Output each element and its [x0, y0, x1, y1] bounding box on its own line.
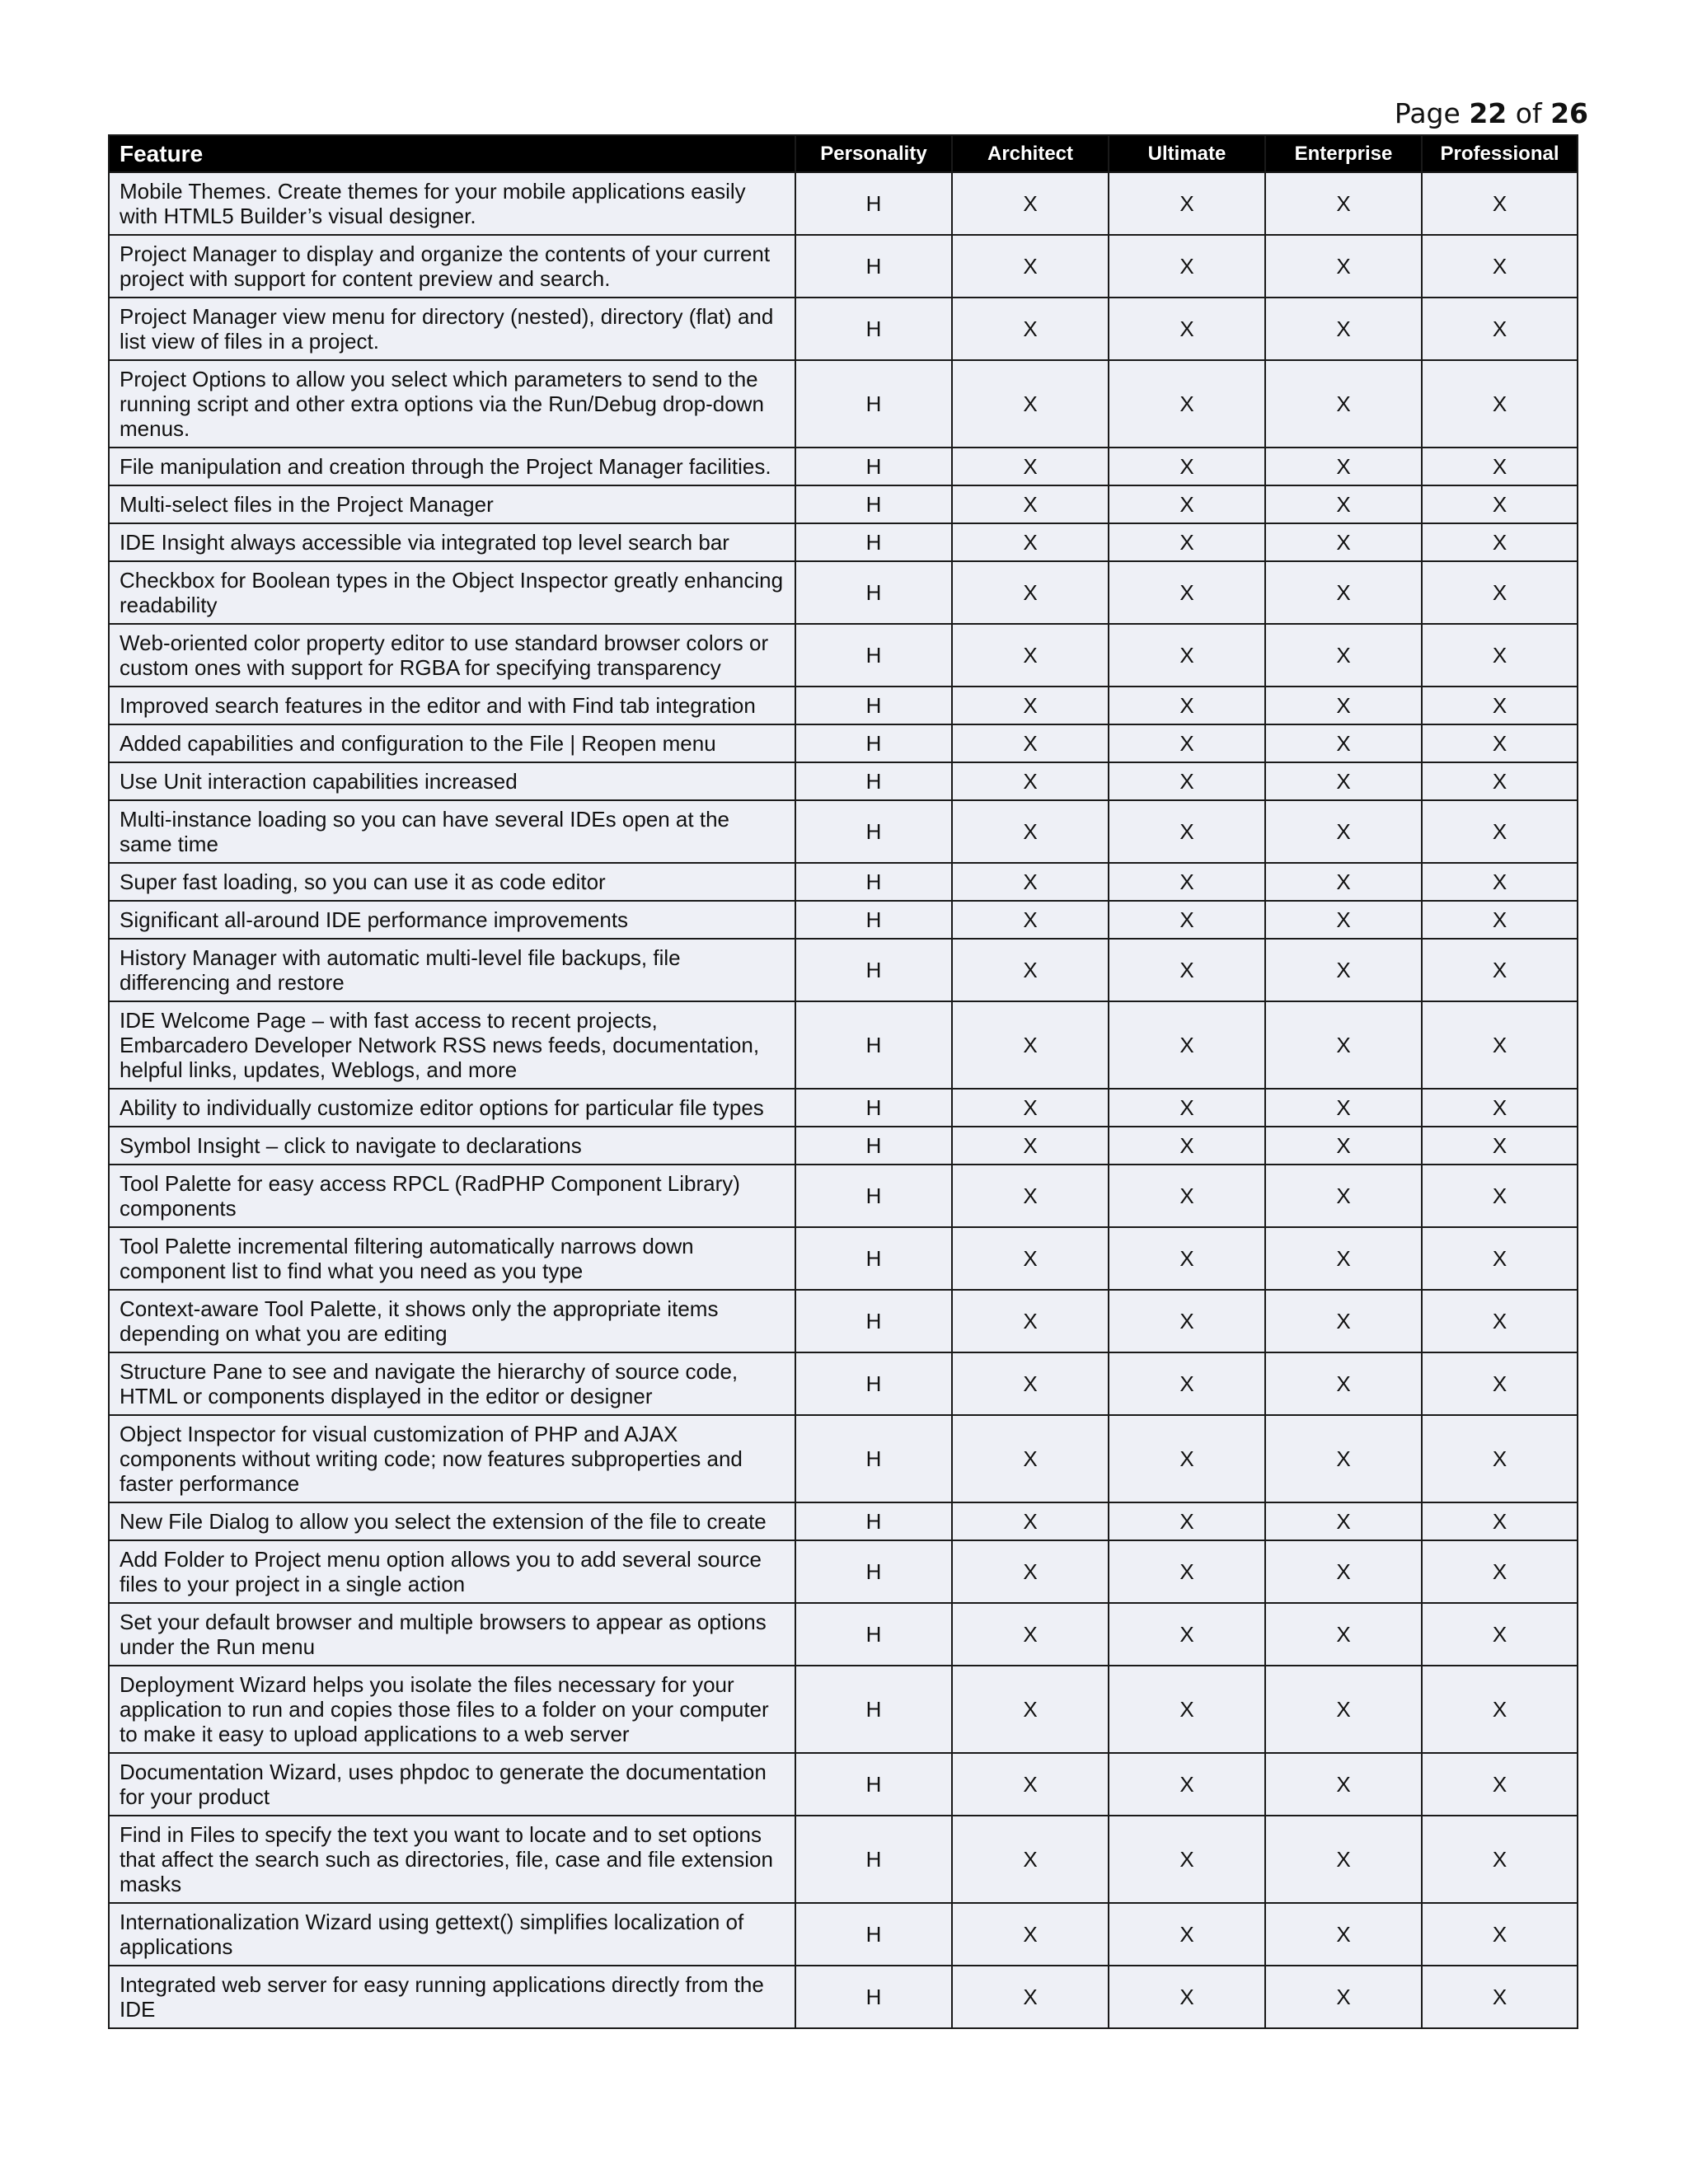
table-row	[109, 1001, 1578, 1089]
feature-description: Super fast loading, so you can use it as code editor	[109, 863, 795, 901]
personality-column-header: Personality	[795, 135, 952, 172]
table-row	[109, 1352, 1578, 1415]
ultimate-availability: X	[1109, 448, 1265, 485]
ultimate-availability: X	[1109, 1127, 1265, 1165]
ultimate-availability: X	[1109, 1540, 1265, 1603]
architect-availability: X	[952, 1165, 1109, 1227]
table-row	[109, 523, 1578, 561]
personality-availability: H	[795, 523, 952, 561]
table-header-row	[109, 135, 1578, 172]
ultimate-availability: X	[1109, 1903, 1265, 1966]
feature-description: IDE Welcome Page – with fast access to recent projects, Embarcadero Developer Network RSS news feeds, documentation, helpful links, updates, Weblogs, and more	[109, 1001, 795, 1089]
personality-availability: H	[795, 1089, 952, 1127]
page-current: 22	[1469, 97, 1507, 129]
ultimate-availability: X	[1109, 1001, 1265, 1089]
feature-description: Integrated web server for easy running applications directly from the IDE	[109, 1966, 795, 2028]
feature-description: History Manager with automatic multi-level file backups, file differencing and restore	[109, 939, 795, 1001]
table-row	[109, 1966, 1578, 2028]
ultimate-availability: X	[1109, 1165, 1265, 1227]
page-prefix: Page	[1394, 97, 1461, 129]
enterprise-availability: X	[1265, 1127, 1422, 1165]
enterprise-availability: X	[1265, 485, 1422, 523]
feature-description: New File Dialog to allow you select the extension of the file to create	[109, 1502, 795, 1540]
feature-description: Checkbox for Boolean types in the Object Inspector greatly enhancing readability	[109, 561, 795, 624]
table-row	[109, 448, 1578, 485]
ultimate-availability: X	[1109, 901, 1265, 939]
table-row	[109, 485, 1578, 523]
ultimate-availability: X	[1109, 1603, 1265, 1666]
feature-description: Find in Files to specify the text you want to locate and to set options that affect the search such as directories, file, case and file extension masks	[109, 1816, 795, 1903]
enterprise-availability: X	[1265, 448, 1422, 485]
table-row	[109, 1127, 1578, 1165]
architect-availability: X	[952, 1415, 1109, 1502]
ultimate-availability: X	[1109, 235, 1265, 298]
enterprise-availability: X	[1265, 1603, 1422, 1666]
enterprise-column-header: Enterprise	[1265, 135, 1422, 172]
professional-availability: X	[1422, 724, 1578, 762]
architect-availability: X	[952, 485, 1109, 523]
feature-description: Multi-select files in the Project Manager	[109, 485, 795, 523]
professional-availability: X	[1422, 360, 1578, 448]
enterprise-availability: X	[1265, 1290, 1422, 1352]
table-row	[109, 235, 1578, 298]
table-row	[109, 1816, 1578, 1903]
ultimate-availability: X	[1109, 485, 1265, 523]
table-row	[109, 1502, 1578, 1540]
architect-availability: X	[952, 448, 1109, 485]
feature-description: Multi-instance loading so you can have several IDEs open at the same time	[109, 800, 795, 863]
table-row	[109, 360, 1578, 448]
enterprise-availability: X	[1265, 624, 1422, 687]
architect-availability: X	[952, 1903, 1109, 1966]
professional-availability: X	[1422, 1001, 1578, 1089]
professional-availability: X	[1422, 1816, 1578, 1903]
architect-column-header: Architect	[952, 135, 1109, 172]
table-row	[109, 561, 1578, 624]
professional-availability: X	[1422, 687, 1578, 724]
professional-availability: X	[1422, 624, 1578, 687]
table-row	[109, 687, 1578, 724]
architect-availability: X	[952, 1603, 1109, 1666]
table-row	[109, 901, 1578, 939]
personality-availability: H	[795, 561, 952, 624]
ultimate-availability: X	[1109, 172, 1265, 235]
ultimate-availability: X	[1109, 1816, 1265, 1903]
enterprise-availability: X	[1265, 235, 1422, 298]
professional-availability: X	[1422, 1089, 1578, 1127]
professional-column-header: Professional	[1422, 135, 1578, 172]
professional-availability: X	[1422, 1290, 1578, 1352]
professional-availability: X	[1422, 863, 1578, 901]
architect-availability: X	[952, 762, 1109, 800]
feature-description: Added capabilities and configuration to the File | Reopen menu	[109, 724, 795, 762]
enterprise-availability: X	[1265, 863, 1422, 901]
professional-availability: X	[1422, 172, 1578, 235]
professional-availability: X	[1422, 1127, 1578, 1165]
professional-availability: X	[1422, 1753, 1578, 1816]
architect-availability: X	[952, 1966, 1109, 2028]
personality-availability: H	[795, 901, 952, 939]
ultimate-availability: X	[1109, 800, 1265, 863]
feature-description: Structure Pane to see and navigate the hierarchy of source code, HTML or components displayed in the editor or designer	[109, 1352, 795, 1415]
personality-availability: H	[795, 1753, 952, 1816]
professional-availability: X	[1422, 298, 1578, 360]
feature-description: Use Unit interaction capabilities increased	[109, 762, 795, 800]
personality-availability: H	[795, 1127, 952, 1165]
architect-availability: X	[952, 1290, 1109, 1352]
feature-description: Documentation Wizard, uses phpdoc to generate the documentation for your product	[109, 1753, 795, 1816]
architect-availability: X	[952, 800, 1109, 863]
enterprise-availability: X	[1265, 360, 1422, 448]
enterprise-availability: X	[1265, 1001, 1422, 1089]
feature-description: Context-aware Tool Palette, it shows only the appropriate items depending on what you are editing	[109, 1290, 795, 1352]
feature-description: Deployment Wizard helps you isolate the files necessary for your application to run and copies those files to a folder on your computer to make it easy to upload applications to a web server	[109, 1666, 795, 1753]
enterprise-availability: X	[1265, 1816, 1422, 1903]
personality-availability: H	[795, 939, 952, 1001]
table-row	[109, 1753, 1578, 1816]
enterprise-availability: X	[1265, 523, 1422, 561]
professional-availability: X	[1422, 1352, 1578, 1415]
ultimate-availability: X	[1109, 1290, 1265, 1352]
ultimate-availability: X	[1109, 298, 1265, 360]
architect-availability: X	[952, 687, 1109, 724]
ultimate-availability: X	[1109, 1753, 1265, 1816]
ultimate-availability: X	[1109, 561, 1265, 624]
enterprise-availability: X	[1265, 724, 1422, 762]
table-row	[109, 1603, 1578, 1666]
personality-availability: H	[795, 863, 952, 901]
table-row	[109, 298, 1578, 360]
professional-availability: X	[1422, 1502, 1578, 1540]
architect-availability: X	[952, 1816, 1109, 1903]
feature-description: IDE Insight always accessible via integrated top level search bar	[109, 523, 795, 561]
enterprise-availability: X	[1265, 1540, 1422, 1603]
professional-availability: X	[1422, 762, 1578, 800]
feature-column-header: Feature	[109, 135, 795, 172]
feature-description: Web-oriented color property editor to use standard browser colors or custom ones with support for RGBA for specifying transparency	[109, 624, 795, 687]
architect-availability: X	[952, 724, 1109, 762]
page-total: 26	[1550, 97, 1588, 129]
personality-availability: H	[795, 1540, 952, 1603]
table-row	[109, 939, 1578, 1001]
table-row	[109, 1290, 1578, 1352]
personality-availability: H	[795, 1415, 952, 1502]
feature-rows	[109, 172, 1578, 2028]
architect-availability: X	[952, 235, 1109, 298]
personality-availability: H	[795, 800, 952, 863]
professional-availability: X	[1422, 561, 1578, 624]
ultimate-availability: X	[1109, 939, 1265, 1001]
feature-description: Internationalization Wizard using gettext() simplifies localization of applications	[109, 1903, 795, 1966]
personality-availability: H	[795, 1227, 952, 1290]
personality-availability: H	[795, 1666, 952, 1753]
enterprise-availability: X	[1265, 1415, 1422, 1502]
ultimate-availability: X	[1109, 360, 1265, 448]
ultimate-availability: X	[1109, 762, 1265, 800]
feature-description: Mobile Themes. Create themes for your mobile applications easily with HTML5 Builder’s visual designer.	[109, 172, 795, 235]
table-row	[109, 624, 1578, 687]
ultimate-availability: X	[1109, 1415, 1265, 1502]
feature-description: Symbol Insight – click to navigate to declarations	[109, 1127, 795, 1165]
ultimate-availability: X	[1109, 1089, 1265, 1127]
architect-availability: X	[952, 624, 1109, 687]
professional-availability: X	[1422, 235, 1578, 298]
ultimate-availability: X	[1109, 1352, 1265, 1415]
feature-description: Project Manager to display and organize the contents of your current project with support for content preview and search.	[109, 235, 795, 298]
feature-description: File manipulation and creation through the Project Manager facilities.	[109, 448, 795, 485]
enterprise-availability: X	[1265, 1966, 1422, 2028]
personality-availability: H	[795, 448, 952, 485]
table-row	[109, 1089, 1578, 1127]
personality-availability: H	[795, 235, 952, 298]
architect-availability: X	[952, 523, 1109, 561]
personality-availability: H	[795, 1290, 952, 1352]
professional-availability: X	[1422, 939, 1578, 1001]
architect-availability: X	[952, 939, 1109, 1001]
table-row	[109, 1415, 1578, 1502]
architect-availability: X	[952, 863, 1109, 901]
architect-availability: X	[952, 1127, 1109, 1165]
table-row	[109, 800, 1578, 863]
feature-description: Tool Palette incremental filtering automatically narrows down component list to find what you need as you type	[109, 1227, 795, 1290]
personality-availability: H	[795, 1502, 952, 1540]
personality-availability: H	[795, 1903, 952, 1966]
enterprise-availability: X	[1265, 1666, 1422, 1753]
ultimate-availability: X	[1109, 1502, 1265, 1540]
ultimate-availability: X	[1109, 1966, 1265, 2028]
professional-availability: X	[1422, 1540, 1578, 1603]
architect-availability: X	[952, 1089, 1109, 1127]
professional-availability: X	[1422, 523, 1578, 561]
enterprise-availability: X	[1265, 1502, 1422, 1540]
professional-availability: X	[1422, 1227, 1578, 1290]
ultimate-column-header: Ultimate	[1109, 135, 1265, 172]
table-row	[109, 762, 1578, 800]
feature-comparison-table	[108, 134, 1578, 2029]
enterprise-availability: X	[1265, 1903, 1422, 1966]
enterprise-availability: X	[1265, 901, 1422, 939]
enterprise-availability: X	[1265, 298, 1422, 360]
table-row	[109, 1903, 1578, 1966]
enterprise-availability: X	[1265, 1227, 1422, 1290]
feature-description: Set your default browser and multiple browsers to appear as options under the Run menu	[109, 1603, 795, 1666]
page-of-label: of	[1515, 97, 1542, 129]
enterprise-availability: X	[1265, 561, 1422, 624]
ultimate-availability: X	[1109, 1227, 1265, 1290]
table-row	[109, 1165, 1578, 1227]
ultimate-availability: X	[1109, 687, 1265, 724]
enterprise-availability: X	[1265, 762, 1422, 800]
ultimate-availability: X	[1109, 523, 1265, 561]
ultimate-availability: X	[1109, 724, 1265, 762]
personality-availability: H	[795, 1966, 952, 2028]
personality-availability: H	[795, 172, 952, 235]
feature-description: Project Manager view menu for directory (nested), directory (flat) and list view of files in a project.	[109, 298, 795, 360]
table-row	[109, 724, 1578, 762]
professional-availability: X	[1422, 1666, 1578, 1753]
feature-description: Ability to individually customize editor options for particular file types	[109, 1089, 795, 1127]
table-row	[109, 1540, 1578, 1603]
table-row	[109, 863, 1578, 901]
professional-availability: X	[1422, 1165, 1578, 1227]
enterprise-availability: X	[1265, 939, 1422, 1001]
feature-description: Add Folder to Project menu option allows you to add several source files to your project in a single action	[109, 1540, 795, 1603]
personality-availability: H	[795, 298, 952, 360]
professional-availability: X	[1422, 1903, 1578, 1966]
personality-availability: H	[795, 762, 952, 800]
personality-availability: H	[795, 1352, 952, 1415]
personality-availability: H	[795, 360, 952, 448]
architect-availability: X	[952, 1753, 1109, 1816]
enterprise-availability: X	[1265, 172, 1422, 235]
personality-availability: H	[795, 1816, 952, 1903]
professional-availability: X	[1422, 800, 1578, 863]
table-row	[109, 1227, 1578, 1290]
feature-description: Improved search features in the editor and with Find tab integration	[109, 687, 795, 724]
professional-availability: X	[1422, 1415, 1578, 1502]
ultimate-availability: X	[1109, 863, 1265, 901]
architect-availability: X	[952, 1001, 1109, 1089]
table-row	[109, 172, 1578, 235]
personality-availability: H	[795, 1001, 952, 1089]
ultimate-availability: X	[1109, 624, 1265, 687]
page-number	[1395, 97, 1588, 129]
feature-description: Tool Palette for easy access RPCL (RadPHP Component Library) components	[109, 1165, 795, 1227]
personality-availability: H	[795, 1165, 952, 1227]
table-row	[109, 1666, 1578, 1753]
enterprise-availability: X	[1265, 1089, 1422, 1127]
personality-availability: H	[795, 485, 952, 523]
professional-availability: X	[1422, 448, 1578, 485]
personality-availability: H	[795, 1603, 952, 1666]
personality-availability: H	[795, 687, 952, 724]
architect-availability: X	[952, 1502, 1109, 1540]
enterprise-availability: X	[1265, 800, 1422, 863]
feature-description: Significant all-around IDE performance improvements	[109, 901, 795, 939]
architect-availability: X	[952, 1666, 1109, 1753]
enterprise-availability: X	[1265, 1753, 1422, 1816]
feature-description: Object Inspector for visual customization of PHP and AJAX components without writing code; now features subproperties and faster performance	[109, 1415, 795, 1502]
ultimate-availability: X	[1109, 1666, 1265, 1753]
architect-availability: X	[952, 172, 1109, 235]
professional-availability: X	[1422, 1603, 1578, 1666]
feature-description: Project Options to allow you select which parameters to send to the running script and other extra options via the Run/Debug drop-down menus.	[109, 360, 795, 448]
enterprise-availability: X	[1265, 1165, 1422, 1227]
professional-availability: X	[1422, 1966, 1578, 2028]
personality-availability: H	[795, 724, 952, 762]
enterprise-availability: X	[1265, 1352, 1422, 1415]
architect-availability: X	[952, 901, 1109, 939]
architect-availability: X	[952, 561, 1109, 624]
personality-availability: H	[795, 624, 952, 687]
professional-availability: X	[1422, 485, 1578, 523]
architect-availability: X	[952, 1352, 1109, 1415]
enterprise-availability: X	[1265, 687, 1422, 724]
professional-availability: X	[1422, 901, 1578, 939]
architect-availability: X	[952, 360, 1109, 448]
architect-availability: X	[952, 1540, 1109, 1603]
architect-availability: X	[952, 1227, 1109, 1290]
architect-availability: X	[952, 298, 1109, 360]
